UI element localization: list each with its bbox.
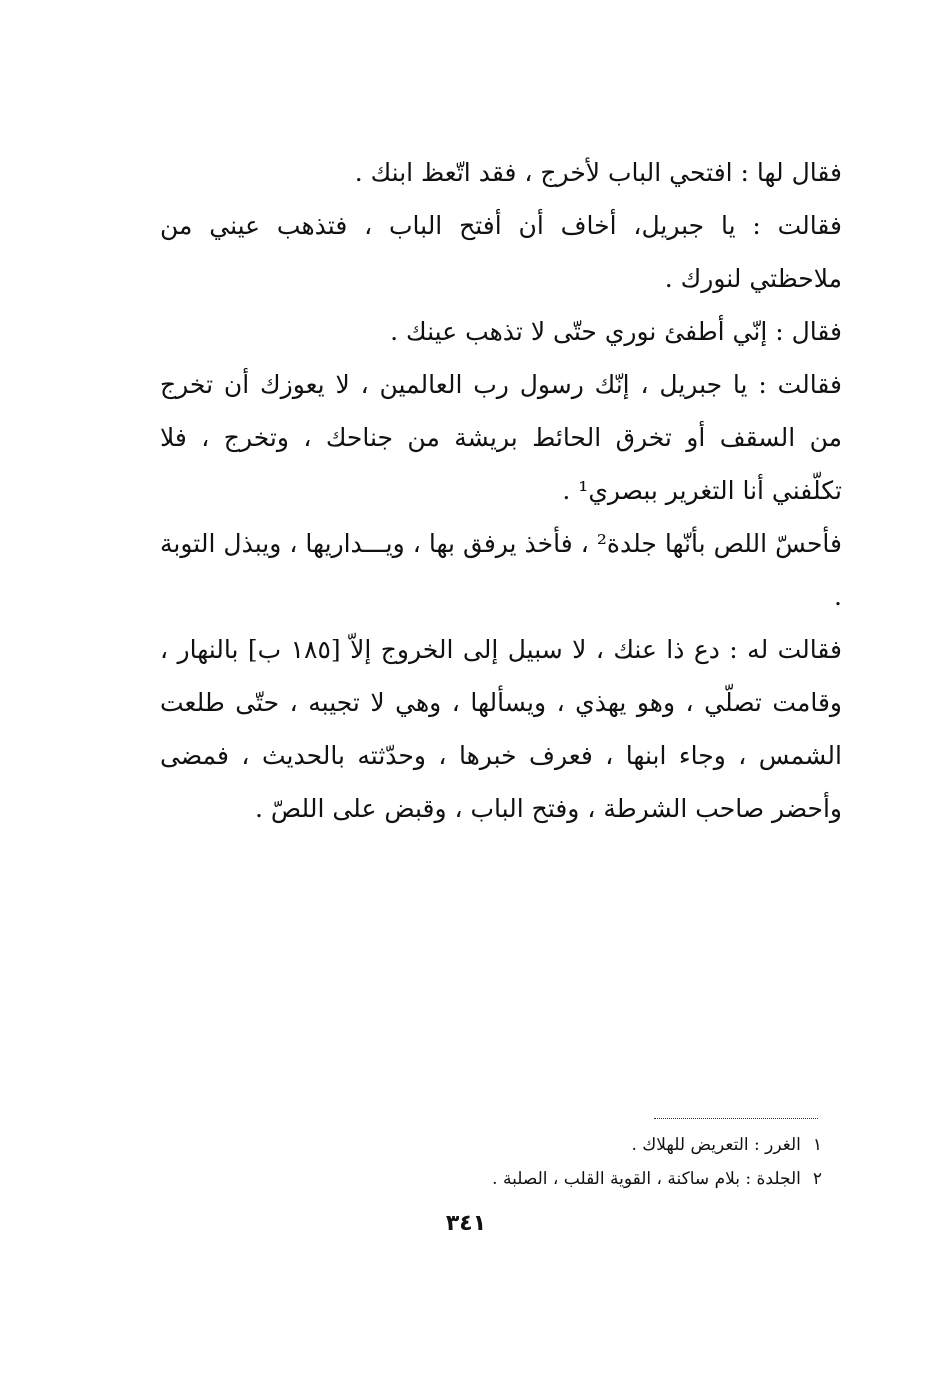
footnote-separator [654, 1118, 818, 1119]
footnote-number: ١ [812, 1135, 822, 1155]
page-number: ٣٤١ [445, 1211, 487, 1236]
footnote-number: ٢ [812, 1169, 822, 1189]
paragraph: فأحسّ اللص بأنّها جلدة² ، فأخذ يرفق بها ، ويـــداريها ، ويبذل التوبة . [160, 529, 842, 611]
paragraph: فقالت له : دع ذا عنك ، لا سبيل إلى الخروج إلاّ [١٨٥ ب] بالنهار ، وقامت تصلّي ، وهو يهذي ، ويسألها ، وهي لا تجيبه ، حتّى طلعت الشمس ، وجاء ابنها ، فعرف خبرها ، وحدّثته بالحديث ، فمضى وأحضر صاحب الشرطة ، وفتح الباب ، وقبض على اللصّ . [160, 635, 842, 823]
paragraph: فقال : إنّي أطفئ نوري حتّى لا تذهب عينك . [390, 317, 842, 346]
footnote-text: الجلدة : بلام ساكنة ، القوية القلب ، الصلبة . [492, 1169, 801, 1189]
paragraph: فقال لها : افتحي الباب لأخرج ، فقد اتّعظ ابنك . [354, 158, 842, 187]
paragraph: فقالت : يا جبريل، أخاف أن أفتح الباب ، فتذهب عيني من ملاحظتي لنورك . [160, 211, 842, 293]
footnote-item [300, 1128, 822, 1162]
paragraph: فقالت : يا جبريل ، إنّك رسول رب العالمين ، لا يعوزك أن تخرج من السقف أو تخرق الحائط بريشة من جناحك ، وتخرج ، فلا تكلّفني أنا التغرير ببصري¹ . [160, 370, 842, 505]
body-text [160, 146, 842, 835]
footnote-item [300, 1162, 822, 1196]
footnotes [300, 1128, 822, 1196]
footnote-text: الغرر : التعريض للهلاك . [631, 1135, 801, 1155]
